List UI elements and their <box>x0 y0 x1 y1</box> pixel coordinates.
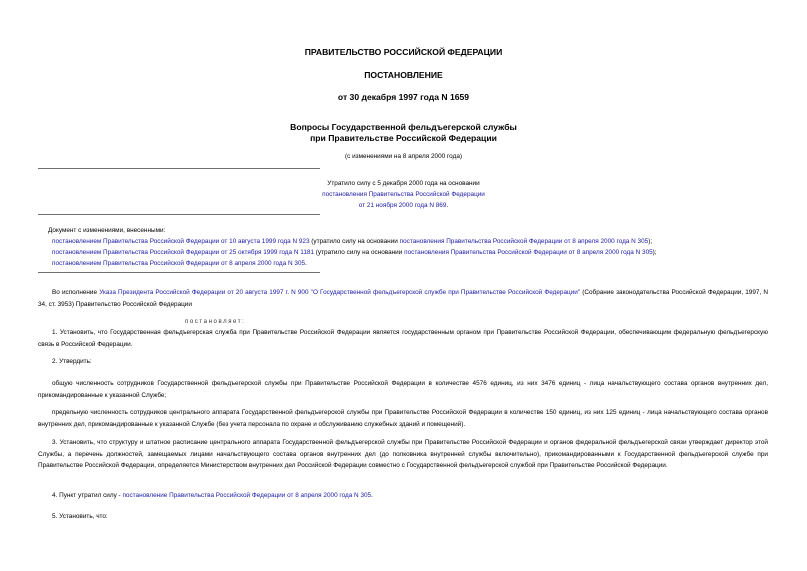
expired-link-line-2 <box>0 202 807 209</box>
divider-3 <box>38 272 320 273</box>
paragraph-4-end: . <box>371 492 373 499</box>
preamble-start: Во исполнение <box>52 289 100 296</box>
paragraph-4-start: 4. Пункт утратил силу - <box>52 492 123 499</box>
changes-note: (с изменениями на 8 апреля 2000 года) <box>345 153 462 160</box>
amendment-item <box>52 236 652 247</box>
expired-link-line-1 <box>0 191 807 198</box>
amendment-repeal-link[interactable]: постановления Правительства Российской Федерации от 8 апреля 2000 года N 305 <box>399 238 649 245</box>
amendment-link[interactable]: постановлением Правительства Российской Федерации от 10 августа 1999 года N 923 <box>52 238 310 245</box>
paragraph-1: 1. Установить, что Государственная фельдъегерская служба при Правительстве Российской Федерации является государственным органом при Правительстве Российской Федерации, обеспечивающим федеральную фельдъегерскую связь в Российской Федерации. <box>38 329 768 348</box>
amendment-link[interactable]: постановлением Правительства Российской Федерации от 25 октября 1999 года N 1181 <box>52 249 314 256</box>
amendment-end: ); <box>648 238 653 245</box>
paragraph-2a: общую численность сотрудников Государственной фельдъегерской службы при Правительстве Российской Федерации в количестве 4576 единиц, из них 3476 единиц - лица начальствующего состава органов внутренних дел, прикомандированные к указанной Службе; <box>38 380 768 399</box>
paragraph-2: 2. Утвердить: <box>52 358 92 365</box>
amendment-end: . <box>305 260 307 267</box>
amendment-item <box>52 258 307 269</box>
preamble-end: (Собрание законодательства Российской Федерации, 1997, N 34, ст. 3953) Правительство Российской Федерации <box>38 289 768 308</box>
amendment-note: (утратило силу на основании <box>314 249 405 256</box>
decrees-word: постановляет: <box>185 319 246 325</box>
document-type: ПОСТАНОВЛЕНИЕ <box>364 70 443 80</box>
document-title-line-2: при Правительстве Российской Федерации <box>310 133 497 143</box>
paragraph-3: 3. Установить, что структуру и штатное расписание центрального аппарата Государственной фельдъегерской службы при Правительстве Российской Федерации и органов федеральной фельдъегерской связи утверждает директор этой Службы, а перечень должностей, замещаемых лицами начальствующего состава органов внутренних дел (до полковника внутренней службы включительно), прикомандированными к Государственной фельдъегерской службе при Правительстве Российской Федерации, определяется Министерством внутренних дел Российской Федерации совместно с Государственной фельдъегерской службой при Правительстве Российской Федерации. <box>38 439 768 469</box>
document-date-number: от 30 декабря 1997 года N 1659 <box>337 92 470 102</box>
paragraph-4-link[interactable]: постановление Правительства Российской Федерации от 8 апреля 2000 года N 305 <box>122 492 372 499</box>
amendment-link[interactable]: постановлением Правительства Российской Федерации от 8 апреля 2000 года N 305 <box>52 260 306 267</box>
amendments-intro: Документ с изменениями, внесенными: <box>48 227 166 234</box>
expired-notice: Утратило силу с 5 декабря 2000 года на основании <box>327 180 480 187</box>
expired-basis-link-date[interactable]: от 21 ноября 2000 года N 869 <box>358 202 447 209</box>
amendment-item <box>52 247 657 258</box>
paragraph-5: 5. Установить, что: <box>52 513 108 520</box>
government-title: ПРАВИТЕЛЬСТВО РОССИЙСКОЙ ФЕДЕРАЦИИ <box>304 47 503 57</box>
expired-link-suffix: . <box>446 202 449 209</box>
presidential-decree-link[interactable]: Указа Президента Российской Федерации от 20 августа 1997 г. N 900 <box>99 289 309 296</box>
decree-title-link[interactable]: "О Государственной фельдъегерской службе при Правительстве Российской Федерации" <box>310 289 581 296</box>
paragraph-2b: предельную численность сотрудников центрального аппарата Государственной фельдъегерской службы при Правительстве Российской Федерации в количестве 150 единиц, из них 125 единиц - лица начальствующего состава органов внутренних дел, прикомандированные к указанной Службе (без учета персонала по охране и обслуживанию служебных зданий и помещений). <box>38 409 768 428</box>
amendment-end: ); <box>652 249 657 256</box>
amendment-repeal-link[interactable]: постановления Правительства Российской Федерации от 8 апреля 2000 года N 305 <box>404 249 653 256</box>
amendment-note: (утратило силу на основании <box>309 238 400 245</box>
expired-basis-link[interactable]: постановления Правительства Российской Федерации <box>322 191 485 198</box>
preamble <box>38 287 768 310</box>
divider-1 <box>38 168 320 169</box>
document-title-line-1: Вопросы Государственной фельдъегерской службы <box>290 122 517 132</box>
paragraph-4 <box>38 490 768 502</box>
divider-2 <box>38 214 320 215</box>
